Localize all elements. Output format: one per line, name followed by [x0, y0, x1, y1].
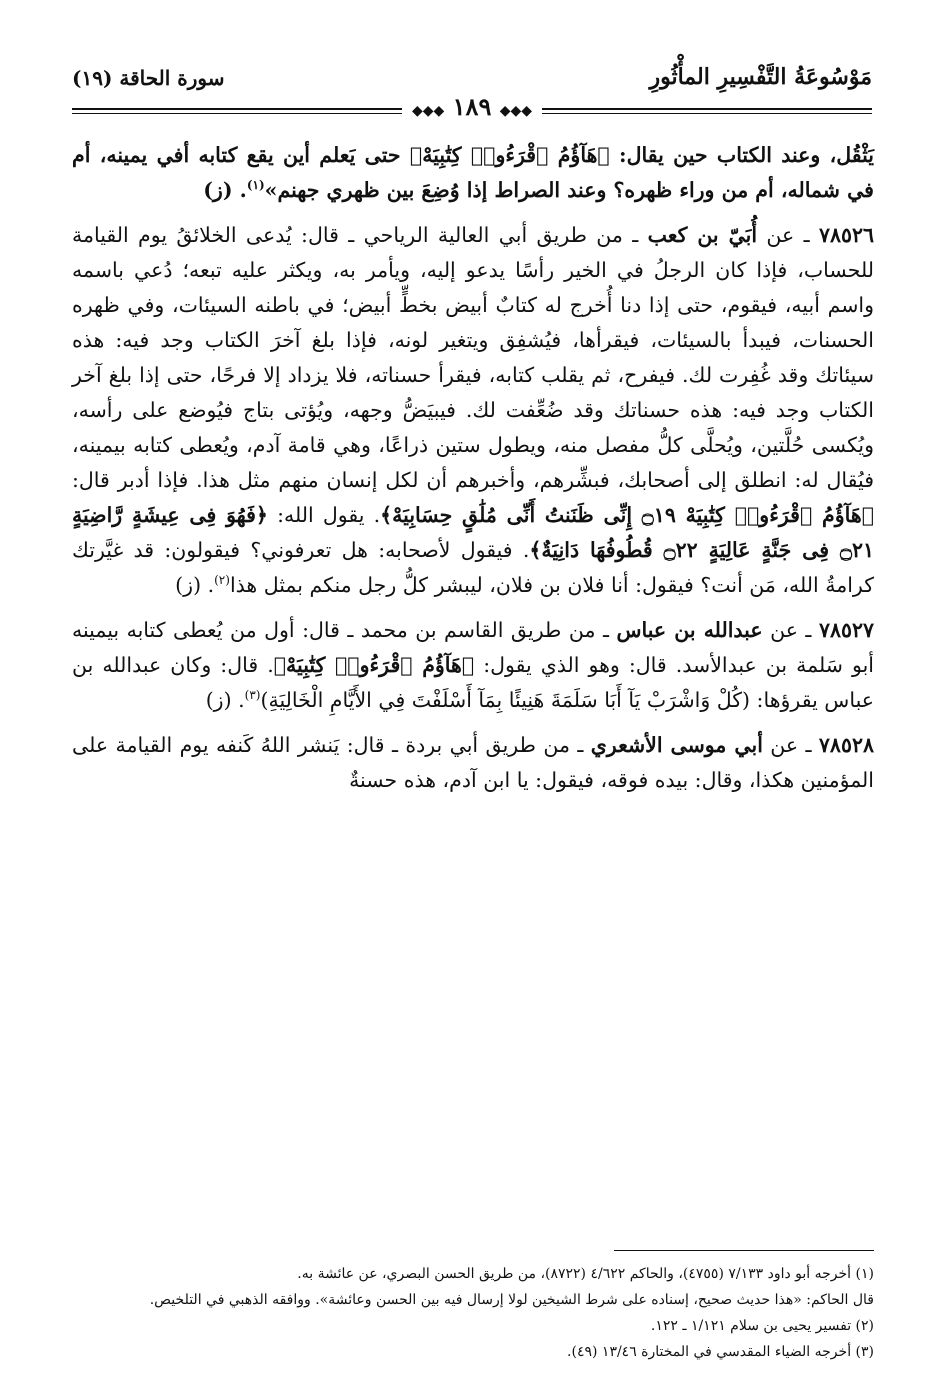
text-run: يَثْقُل، وعند الكتاب حين يقال:	[609, 143, 875, 167]
text-run: . (ز)	[175, 573, 215, 597]
footnote-1: (١) أخرجه أبو داود ٧/١٣٣ (٤٧٥٥)، والحاكم ٤/٦٢٢ (٨٧٢٢)، من طريق الحسن البصري، عن عائشة به.	[297, 1266, 874, 1282]
series-title: مَوْسُوعَةُ التَّفْسِيرِ المأْثُورِ	[649, 64, 872, 90]
narrator-name: أبي موسى الأشعري	[590, 733, 763, 757]
footnote-marker: (٢)	[214, 573, 230, 588]
ornament-right-icon: ◆◆◆	[411, 103, 445, 119]
text-run: ـ من طريق أبي بردة ـ قال: يَنشر اللهُ كَنفه يوم القيامة على المؤمنين هكذا، وقال: بيده فوقه، فيقول: يا ابن آدم، هذه حسنةٌ	[72, 733, 874, 792]
narrator-name: أُبَيّ بن كعب	[647, 223, 758, 247]
footnote-3: (٣) أخرجه الضياء المقدسي في المختارة ١٣/٤٦ (٤٩).	[567, 1344, 874, 1360]
text-run: . قال: وكان عبدالله بن عباس يقرؤها: (كُلْ وَاشْرَبْ يَآ أَبَا سَلَمَةَ هَنِيئًا بِمَآ أَسْلَفْتَ فِي الأَيَّامِ الْخَالِيَةِ)	[72, 653, 874, 712]
quran-verse: ﴿فَهُوَ فِى عِيشَةٍ رَّاضِيَةٍ ۝٢١ فِى جَنَّةٍ عَالِيَةٍ ۝٢٢ قُطُوفُهَا دَانِيَةٌ﴾	[72, 503, 874, 562]
narrator-name: عبدالله بن عباس	[616, 618, 763, 642]
text-run: حتى يَعلم أين يقع كتابه أفي يمينه، أم في شماله، أم من وراء ظهره؟ وعند الصراط إذا وُضِعَ بين ظهري جهنم»	[72, 143, 874, 202]
footnote-marker: (٣)	[244, 688, 261, 703]
footnote-1-comment: قال الحاكم: «هذا حديث صحيح، إسناده على شرط الشيخين لولا إرسال فيه بين الحسن وعائشة». ووافقه الذهبي في التلخيص.	[149, 1292, 874, 1308]
surah-title: سورة الحاقة (١٩)	[72, 66, 225, 90]
text-run: ـ من طريق القاسم بن محمد ـ قال: أول من يُعطى كتابه بيمينه أبو سَلمة بن عبدالأسد. قال: وهو الذي يقول:	[72, 618, 875, 677]
hadith-78528	[72, 728, 874, 798]
footnote-2: (٢) تفسير يحيى بن سلام ١/١٢١ ـ ١٢٢.	[650, 1318, 874, 1334]
text-run: ـ عن	[762, 618, 819, 642]
ornament-left-icon: ◆◆◆	[499, 103, 533, 119]
text-run: . فيقول لأصحابه: هل تعرفوني؟ فيقولون: قد غيَّرتك كرامةُ الله، مَن أنت؟ فيقول: أنا فلان بن فلان، ليبشر كلُّ رجل منكم بمثل هذا	[72, 538, 874, 597]
quran-verse: ﴿هَآؤُمُ ٱقْرَءُوا۟ كِتَٰبِيَهْ﴾	[409, 143, 610, 167]
hadith-number: ٧٨٥٢٨	[818, 733, 874, 757]
text-run: ـ من طريق أبي العالية الرياحي ـ قال: يُدعى الخلائقُ يوم القيامة للحساب، فإذا كان الرجلُ في الخير رأسًا يدعو إليه، ويأمر به، ويكثر عليه تبعه؛ دُعي باسمه واسم أبيه، فيقوم، حتى إذا دنا أُخرج له كتابٌ أبيض بخطٍّ أبيض؛ في باطنه السيئات، وفي ظهره الحسنات، فيبدأ بالسيئات، فيقرأها، فيُشفِق ويتغير لونه، فإذا بلغ آخرَ الكتاب وجد فيه: هذه سيئاتك وقد غُفِرت لك. فيفرح، ثم يقلب كتابه، فيقرأ حسناته، فلا يزداد إلا فرحًا، حتى إذا بلغ آخر الكتاب وجد فيه: هذه حسناتك وقد ضُعِّفت لك. فيبيَضُّ وجهه، ويُؤتى بتاج فيُوضع على رأسه، ويُكسى حُلَّتين، ويُحلَّى كلُّ مفصل منه، ويطول ستين ذراعًا، وهي قامة آدم، ويُعطى كتابه بيمينه، فيُقال له: انطلق إلى أصحابك، فبشِّرهم، وأخبرهم أن لكل إنسان منهم مثل هذا. فإذا أدبر قال:	[72, 223, 874, 492]
text-run: ـ عن	[762, 733, 819, 757]
footnotes	[72, 1262, 874, 1366]
main-text	[72, 138, 874, 798]
hadith-78527	[72, 613, 874, 718]
text-run: ـ عن	[757, 223, 819, 247]
text-run: . (ز)	[203, 178, 247, 202]
page-number	[402, 92, 542, 121]
page-header	[72, 60, 872, 120]
hadith-78526	[72, 218, 874, 603]
hadith-number: ٧٨٥٢٦	[818, 223, 874, 247]
hadith-number: ٧٨٥٢٧	[818, 618, 874, 642]
separator-rule	[614, 1250, 874, 1251]
footnote-marker: (١)	[246, 178, 265, 193]
quran-verse: ﴿هَآؤُمُ ٱقْرَءُوا۟ كِتَٰبِيَهْ﴾	[273, 653, 475, 677]
text-run: . يقول الله:	[267, 503, 381, 527]
text-run: . (ز)	[205, 688, 245, 712]
quran-verse: ﴿هَآؤُمُ ٱقْرَءُوا۟ كِتَٰبِيَهْ ۝١٩ إِنِّى ظَنَنتُ أَنِّى مُلَٰقٍ حِسَابِيَهْ﴾	[380, 503, 874, 527]
intro-paragraph	[72, 138, 874, 208]
page-number-text: ١٨٩	[452, 92, 492, 121]
